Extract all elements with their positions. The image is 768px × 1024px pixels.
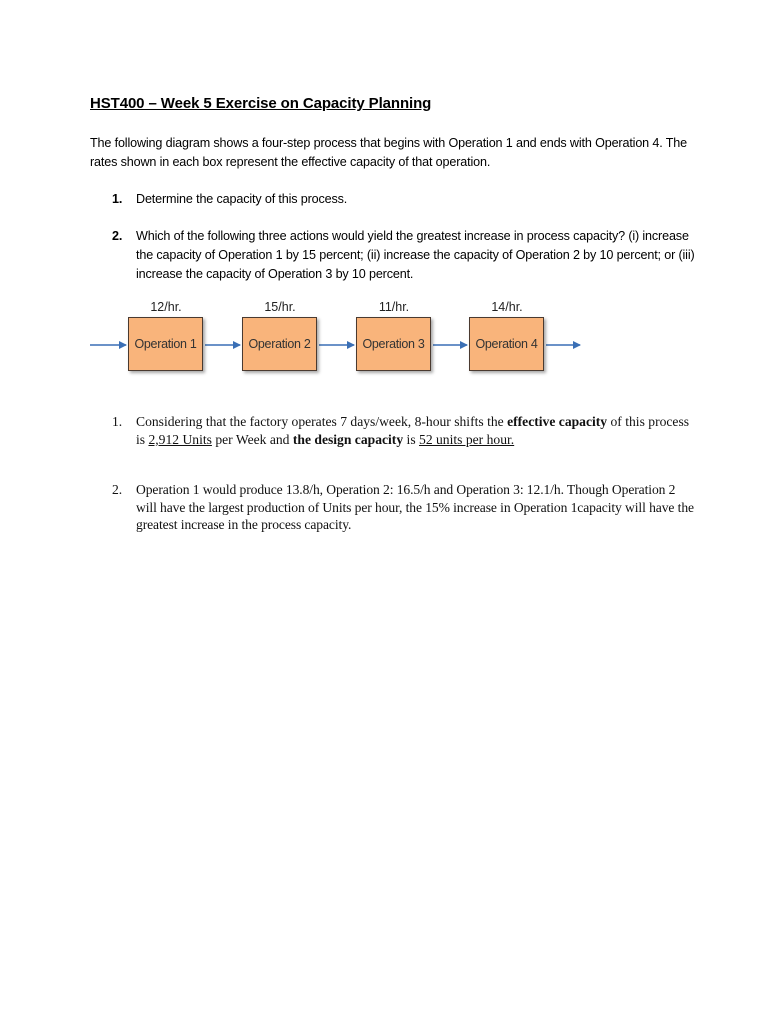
answer-1-part: Considering that the factory operates 7 days/week, 8-hour shifts the xyxy=(136,414,508,429)
answer-1-part: per Week and xyxy=(211,432,293,447)
question-2-text: Which of the following three actions would yield the greatest increase in process capacity? (i) increase the capacity of Operation 1 by 15 percent; (ii) increase the capacity of Operation 2 by 10 percent; or (iii) increase the capacity of Operation 3 by 10 percent. xyxy=(136,229,695,281)
operation-3-box: Operation 3 xyxy=(356,317,431,371)
operation-2-box: Operation 2 xyxy=(242,317,317,371)
effective-capacity-term: effective capacity xyxy=(507,414,608,429)
answer-2-text: Operation 1 would produce 13.8/h, Operation 2: 16.5/h and Operation 3: 12.1/h. Though Operation 2 will have the largest production of Units per hour, the 15% increase in Operation 1capacity will have the greatest increase in the process capacity. xyxy=(136,482,694,532)
document-title: HST400 – Week 5 Exercise on Capacity Planning xyxy=(90,95,432,112)
operation-4-rate: 14/hr. xyxy=(491,300,523,314)
operation-1-rate: 12/hr. xyxy=(150,300,182,314)
operation-2-rate: 15/hr. xyxy=(264,300,296,314)
answer-1-part: of this process is xyxy=(136,414,690,447)
question-1-number: 1. xyxy=(112,192,123,206)
answer-2-number: 2. xyxy=(112,482,123,497)
process-flow-diagram xyxy=(88,296,588,381)
answer-1-part: is xyxy=(403,432,420,447)
answer-1-text xyxy=(136,413,696,449)
question-1-text: Determine the capacity of this process. xyxy=(136,192,348,206)
design-capacity-term: the design capacity xyxy=(292,432,404,447)
design-capacity-value: 52 units per hour. xyxy=(419,432,515,447)
answer-1-number: 1. xyxy=(112,414,123,429)
operation-4-box: Operation 4 xyxy=(469,317,544,371)
intro-paragraph: The following diagram shows a four-step process that begins with Operation 1 and ends with Operation 4. The rates shown in each box represent the effective capacity of that operation. xyxy=(90,136,687,169)
operation-1-box: Operation 1 xyxy=(128,317,203,371)
operation-3-rate: 11/hr. xyxy=(378,300,410,314)
effective-capacity-value: 2,912 Units xyxy=(148,432,212,447)
question-2-number: 2. xyxy=(112,229,123,243)
